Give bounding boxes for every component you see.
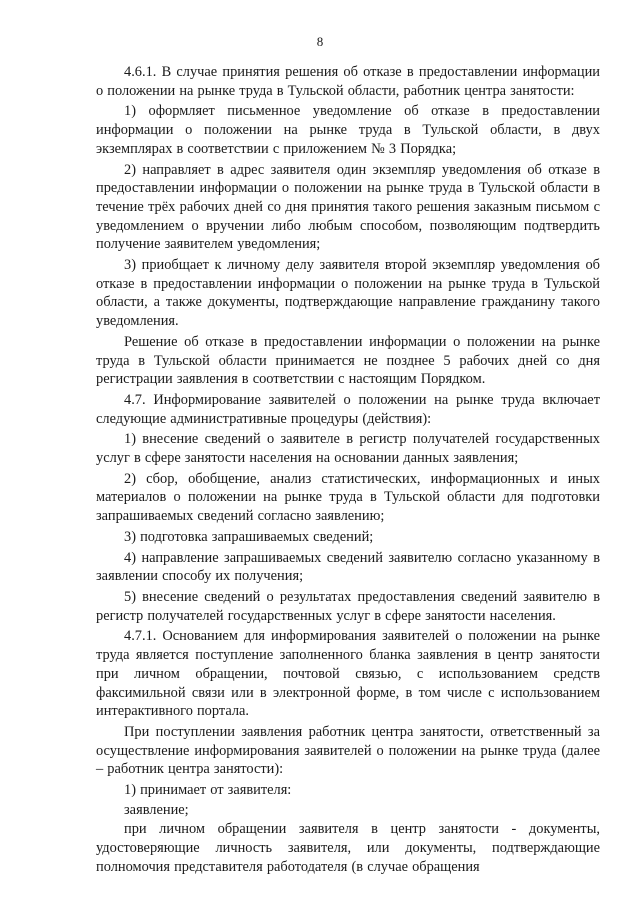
procedure-item-2: 2) сбор, обобщение, анализ статистических, информационных и иных материалов о положении на рынке труда в Тульской области для подготовки запрашиваемых сведений согласно заявлению; [96, 470, 600, 525]
receipt-item-identity-documents: при личном обращении заявителя в центр занятости - документы, удостоверяющие личность заявителя, или документы, подтверждающие полномочия представителя работодателя (в случае обращения [96, 821, 600, 875]
procedure-item-4: 4) направление запрашиваемых сведений заявителю согласно указанному в заявлении способу их получения; [96, 549, 600, 585]
list-item-2-send-notice: 2) направляет в адрес заявителя один экземпляр уведомления об отказе в предоставлении информации о положении на рынке труда в Тульской области в течение трёх рабочих дней со дня принятия такого решения заказным письмом с уведомлением о вручении либо любым способом, позволяющим подтвердить получение заявителем уведомления; [96, 161, 600, 253]
document-body [96, 63, 600, 879]
procedure-item-1: 1) внесение сведений о заявителе в регистр получателей государственных услуг в сфере занятости населения на основании данных заявления; [96, 431, 600, 467]
paragraph-refusal-deadline: Решение об отказе в предоставлении информации о положении на рынке труда в Тульской области принимается не позднее 5 рабочих дней со дня регистрации заявления в соответствии с настоящим Порядком. [96, 333, 600, 388]
paragraph-4-7-1: 4.7.1. Основанием для информирования заявителей о положении на рынке труда является поступление заполненного бланка заявления в центр занятости при личном обращении, почтовой связью, с использованием средств факсимильной связи или в электронной форме, в том числе с использованием интерактивного портала. [96, 628, 600, 720]
procedure-item-3: 3) подготовка запрашиваемых сведений; [124, 528, 374, 545]
receipt-item-application: заявление; [124, 801, 189, 818]
paragraph-4-7: 4.7. Информирование заявителей о положении на рынке труда включает следующие административные процедуры (действия): [96, 391, 600, 427]
procedure-item-5: 5) внесение сведений о результатах предоставления сведений заявителю в регистр получателей государственных услуг в сфере занятости населения. [96, 588, 600, 624]
paragraph-on-receipt: При поступлении заявления работник центра занятости, ответственный за осуществление информирования заявителей о положении на рынке труда (далее – работник центра занятости): [96, 723, 600, 778]
list-item-3-attach-notice: 3) приобщает к личному делу заявителя второй экземпляр уведомления об отказе в предоставлении информации о положении на рынке труда в Тульской области, а также документы, подтверждающие направление гражданину такого уведомления. [96, 257, 600, 330]
paragraph-4-6-1: 4.6.1. В случае принятия решения об отказе в предоставлении информации о положении на рынке труда в Тульской области, работник центра занятости: [96, 64, 600, 99]
list-item-1-draft-notice: 1) оформляет письменное уведомление об отказе в предоставлении информации о положении на рынке труда в Тульской области, в двух экземплярах в соответствии с приложением № 3 Порядка; [96, 103, 600, 157]
receipt-item-1: 1) принимает от заявителя: [124, 782, 292, 799]
page-number: 8 [316, 34, 324, 49]
